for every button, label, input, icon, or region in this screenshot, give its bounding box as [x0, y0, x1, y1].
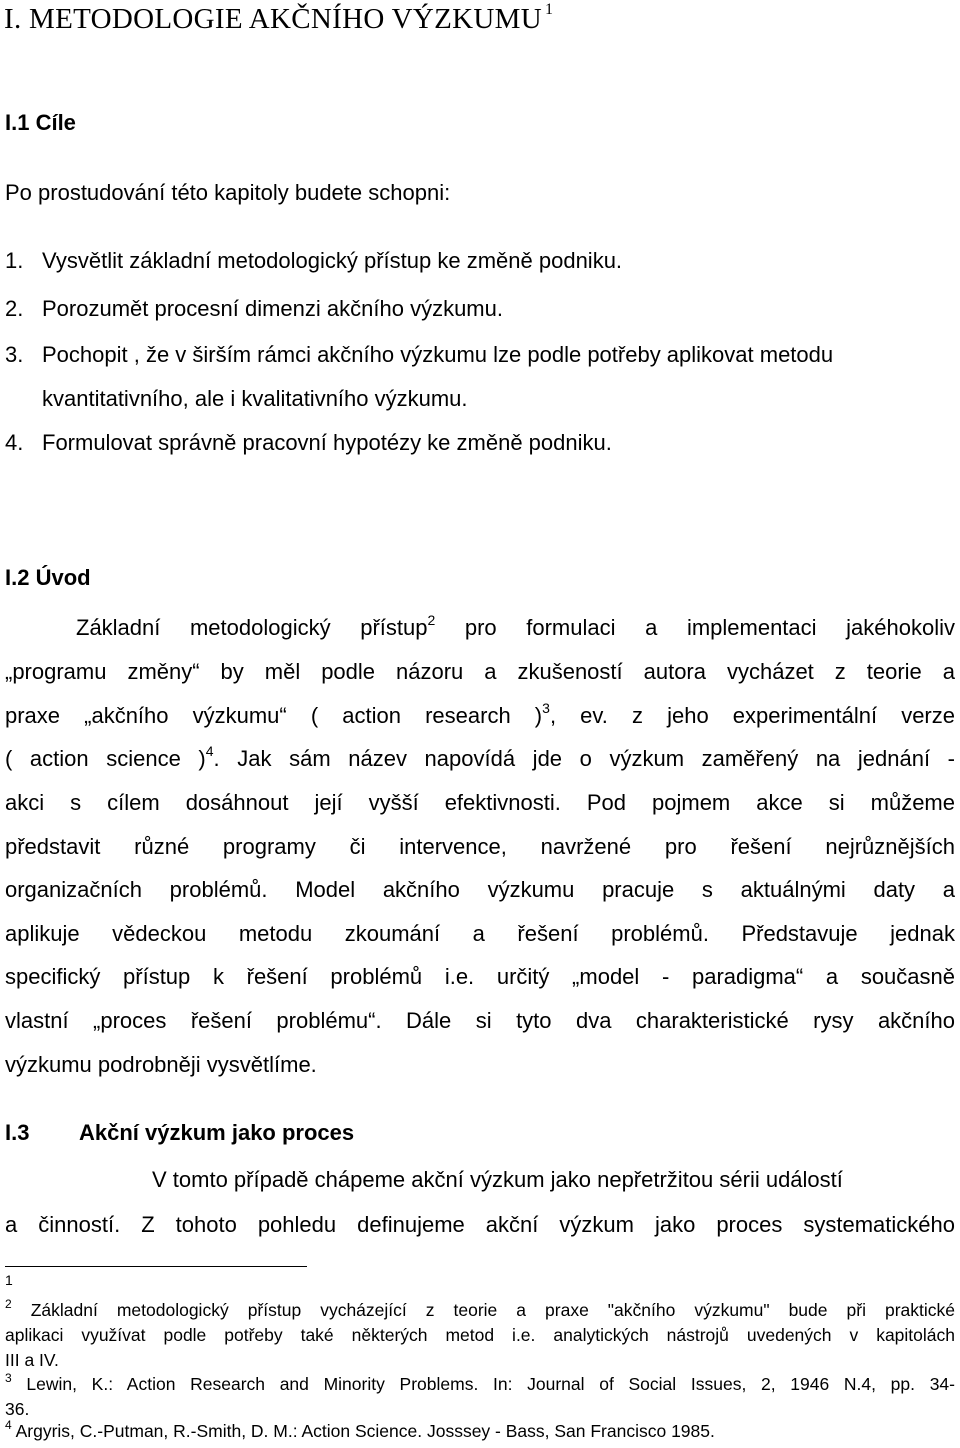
- chapter-title-text: I. METODOLOGIE AKČNÍHO VÝZKUMU: [4, 3, 542, 35]
- process-line-1: V tomto případě chápeme akční výzkum jako nepřetržitou sérii událostí: [152, 1167, 843, 1192]
- section-number-process: I.3: [5, 1120, 30, 1145]
- footnote-2-number: 2: [5, 1297, 12, 1311]
- paragraph-line-2: „programu změny“ by měl podle názoru a zkušeností autora vycházet z teorie a: [5, 659, 955, 684]
- paragraph-line-3: praxe „akčního výzkumu“ ( action research )$^3$, ev. z jeho experimentální verze: [5, 700, 955, 728]
- goals-intro: Po prostudování této kapitoly budete schopni:: [5, 180, 451, 205]
- paragraph-line-9: specifický přístup k řešení problémů i.e. určitý „model - paradigma“ a současně: [5, 964, 955, 989]
- goal-item-3-line-2: kvantitativního, ale i kvalitativního výzkumu.: [42, 386, 468, 411]
- goal-item-3-number: 3.: [5, 342, 24, 367]
- goal-item-1-number: 1.: [5, 248, 24, 273]
- footnote-ref-4: 4: [205, 743, 214, 759]
- goal-item-3-line-1: Pochopit , že v širším rámci akčního výzkumu lze podle potřeby aplikovat metodu: [42, 342, 834, 367]
- footnote-3-number: 3: [5, 1371, 12, 1385]
- footnote-2-line-1: $^2$ Základní metodologický přístup vycházející z teorie a praxe "akčního výzkumu" bude při praktické: [5, 1297, 955, 1320]
- section-heading-intro: I.2 Úvod: [5, 565, 91, 590]
- goal-item-2-number: 2.: [5, 296, 24, 321]
- paragraph-line-11: výzkumu podrobněji vysvětlíme.: [5, 1052, 317, 1077]
- paragraph-line-4: ( action science )$^4$. Jak sám název napovídá jde o výzkum zaměřený na jednání -: [5, 743, 955, 771]
- goal-item-4: Formulovat správně pracovní hypotézy ke změně podniku.: [42, 430, 612, 455]
- footnote-ref-2: 2: [427, 612, 436, 628]
- chapter-title: [4, 1, 553, 36]
- footnote-3-line-1: $^3$ Lewin, K.: Action Research and Minority Problems. In: Journal of Social Issues, 2, 1946 N.4, pp. 34-: [5, 1371, 955, 1394]
- goal-item-4-number: 4.: [5, 430, 24, 455]
- section-heading-process: Akční výzkum jako proces: [79, 1120, 355, 1145]
- process-line-2: a činností. Z tohoto pohledu definujeme akční výzkum jako proces systematického: [5, 1212, 955, 1237]
- footnote-ref-3: 3: [542, 700, 550, 716]
- footnote-2-line-2: aplikaci využívat podle potřeby také některých metod i.e. analytických nástrojů uvedených v kapitolách: [5, 1325, 955, 1345]
- goal-item-1: Vysvětlit základní metodologický přístup ke změně podniku.: [42, 248, 623, 273]
- footnote-4: $^4$ Argyris, C.-Putman, R.-Smith, D. M.: Action Science. Josssey - Bass, San Francisco 1985.: [5, 1418, 715, 1441]
- paragraph-line-8: aplikuje vědeckou metodu zkoumání a řešení problémů. Představuje jednak: [5, 921, 955, 946]
- footnote-4-number: 4: [5, 1418, 12, 1432]
- chapter-footnote-ref: 1: [544, 1, 554, 18]
- footnote-separator: [5, 1266, 307, 1267]
- footnote-1-number: 1: [5, 1272, 13, 1288]
- paragraph-line-6: představit různé programy či intervence, navržené pro řešení nejrůznějších: [5, 834, 955, 859]
- paragraph-line-1: Základní metodologický přístup$^2$ pro formulaci a implementaci jakéhokoliv: [76, 612, 955, 640]
- footnote-2-line-3: III a IV.: [5, 1350, 59, 1370]
- goal-item-2: Porozumět procesní dimenzi akčního výzkumu.: [42, 296, 503, 321]
- paragraph-line-10: vlastní „proces řešení problému“. Dále si tyto dva charakteristické rysy akčního: [5, 1008, 955, 1033]
- footnote-3-line-2: 36.: [5, 1399, 30, 1419]
- paragraph-line-5: akci s cílem dosáhnout její vyšší efektivnosti. Pod pojmem akce si můžeme: [5, 790, 955, 815]
- section-heading-goals: I.1 Cíle: [5, 110, 76, 135]
- paragraph-line-7: organizačních problémů. Model akčního výzkumu pracuje s aktuálnými daty a: [5, 877, 955, 902]
